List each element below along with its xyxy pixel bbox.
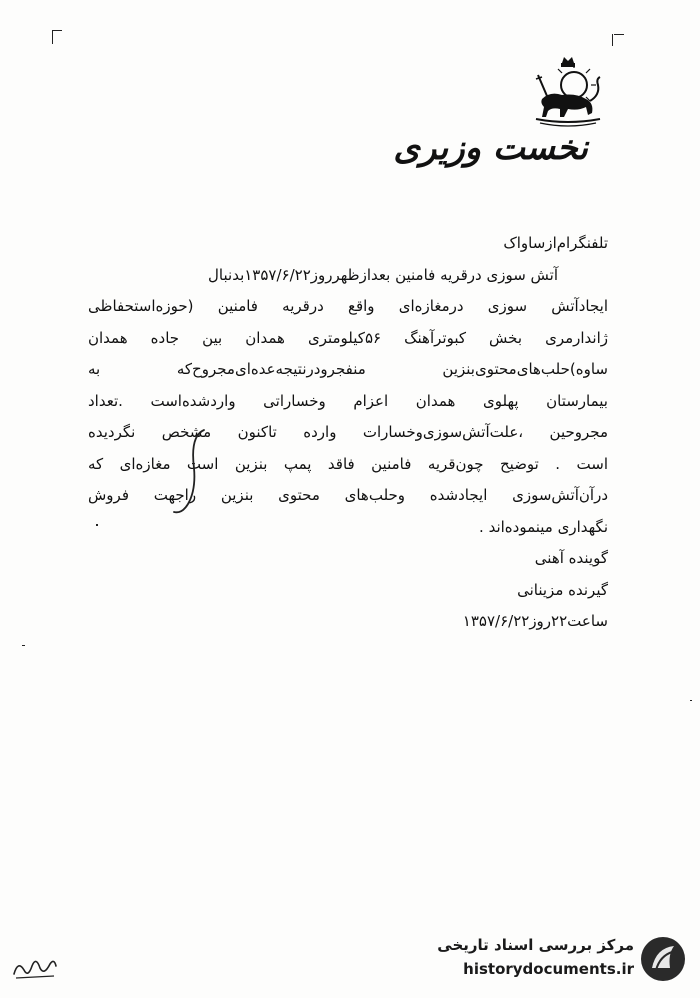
text-line: درآن‌آتش‌سوزی ایجادشده وحلب‌های محتوی بنزین راجهت فروش xyxy=(88,486,608,504)
watermark-title: مرکز بررسی اسناد تاریخی xyxy=(437,936,634,954)
text-line: ساوه)حلب‌های‌محتوی‌بنزین منفجرودرنتیجه‌عده‌ای‌مجروح‌که به xyxy=(88,360,608,378)
watermark-url: historydocuments.ir xyxy=(463,960,634,978)
text-line: ساعت۲۲روز۱۳۵۷/۶/۲۲ xyxy=(462,612,608,630)
scan-edge-mark xyxy=(22,645,25,646)
scan-edge-mark xyxy=(612,34,613,46)
text-line: است . توضیح چون‌قریه فامنین فاقد پمپ بنزین است مغازه‌ای که xyxy=(88,454,608,473)
text-line: ایجادآتش سوزی درمغازه‌ای واقع درقریه فامنین (حوزه‌استحفاظی xyxy=(88,297,608,315)
text-line: بیمارستان پهلوی همدان اعزام وخساراتی واردشده‌است .تعداد xyxy=(88,391,608,410)
text-line: گوینده آهنی xyxy=(534,549,608,567)
archive-logo-icon xyxy=(638,934,688,984)
text-line: ژاندارمری بخش کبوترآهنگ ۵۶کیلومتری همدان بین جاده همدان xyxy=(88,328,608,347)
text-line: آتش سوزی درقریه فامنین بعدازظهرروز۱۳۵۷/۶/۲۲بدنبال xyxy=(208,265,558,284)
lion-and-sun-emblem-icon xyxy=(528,55,608,135)
office-title: نخست وزیری xyxy=(393,128,588,168)
scan-edge-mark xyxy=(690,700,692,701)
scan-edge-mark xyxy=(52,30,62,31)
text-line: نگهداری مینموده‌اند . xyxy=(479,517,608,536)
text-line: تلفنگرام‌ازساواک xyxy=(503,234,608,252)
handwritten-signature-mark xyxy=(10,950,60,982)
text-line: مجروحین ،علت‌آتش‌سوزی‌وخسارات وارده تاکنون مشخص نگردیده xyxy=(88,423,608,441)
scan-edge-mark xyxy=(52,30,53,44)
archive-watermark xyxy=(412,932,692,992)
scan-edge-mark xyxy=(614,34,624,35)
telegram-body xyxy=(88,228,608,638)
handwritten-bracket-mark xyxy=(168,428,218,518)
text-line: گیرنده مزینانی xyxy=(517,580,608,599)
